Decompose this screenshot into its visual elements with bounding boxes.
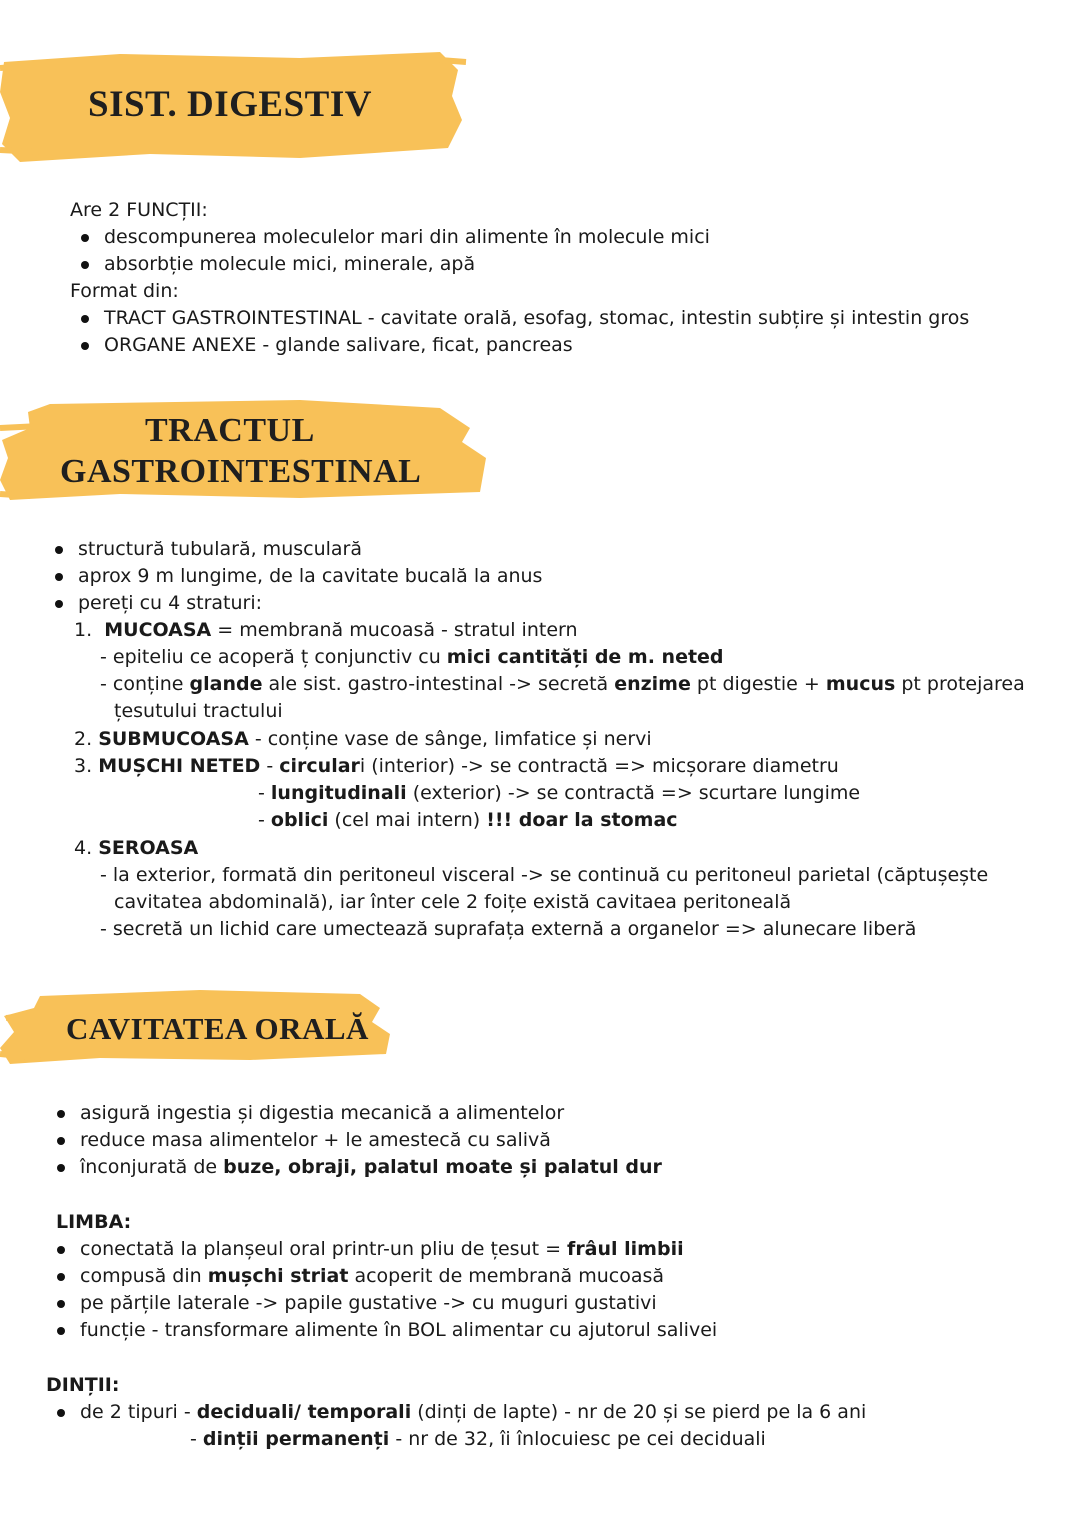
layer-smooth-muscle: 3. MUȘCHI NETED - circulari (interior) -> se contractă => micșorare diametru bbox=[74, 755, 839, 777]
list-item: descompunerea moleculelor mari din alimente în molecule mici bbox=[104, 224, 710, 251]
layer-mucosa: 1. MUCOASA = membrană mucoasă - stratul intern bbox=[74, 619, 578, 641]
section-banner-oral-cavity bbox=[0, 988, 400, 1068]
list-item: pe părțile laterale -> papile gustative -> cu muguri gustativi bbox=[80, 1290, 657, 1317]
layer-detail: - secretă un lichid care umectează suprafața externă a organelor => alunecare liberă bbox=[100, 918, 917, 940]
layer-detail: țesutului tractului bbox=[114, 700, 283, 722]
list-item: asigură ingestia și digestia mecanică a alimentelor bbox=[80, 1100, 564, 1127]
layer-detail: - oblici (cel mai intern) !!! doar la stomac bbox=[258, 809, 678, 831]
layer-serosa: 4. SEROASA bbox=[74, 837, 199, 859]
layer-submucosa: 2. SUBMUCOASA - conține vase de sânge, limfatice și nervi bbox=[74, 728, 652, 750]
list-item: funcție - transformare alimente în BOL alimentar cu ajutorul salivei bbox=[80, 1317, 717, 1344]
section-banner-gi-tract bbox=[0, 398, 490, 504]
list-item: ORGANE ANEXE - glande salivare, ficat, pancreas bbox=[104, 332, 573, 359]
section-banner-digestive bbox=[0, 48, 470, 166]
layer-detail: - la exterior, formată din peritoneul visceral -> se continuă cu peritoneul parietal (căptușește bbox=[100, 864, 989, 886]
layer-detail: - epiteliu ce acoperă ț conjunctiv cu mici cantități de m. neted bbox=[100, 646, 724, 668]
functions-label: Are 2 FUNCȚII: bbox=[70, 199, 208, 221]
list-item: TRACT GASTROINTESTINAL - cavitate orală, esofag, stomac, intestin subțire și intestin gros bbox=[104, 305, 969, 332]
list-item: reduce masa alimentelor + le amestecă cu salivă bbox=[80, 1127, 551, 1154]
section-title: CAVITATEA ORALĂ bbox=[66, 1011, 369, 1046]
list-item: înconjurată de buze, obraji, palatul moate și palatul dur bbox=[80, 1154, 662, 1181]
list-item: pereți cu 4 straturi: bbox=[78, 590, 262, 617]
list-item: aprox 9 m lungime, de la cavitate bucală la anus bbox=[78, 563, 542, 590]
layer-detail: - conține glande ale sist. gastro-intestinal -> secretă enzime pt digestie + mucus pt protejarea bbox=[100, 673, 1025, 695]
list-item-continuation: - dinții permanenți - nr de 32, îi înlocuiesc pe cei deciduali bbox=[190, 1428, 766, 1450]
layer-detail: - lungitudinali (exterior) -> se contractă => scurtare lungime bbox=[258, 782, 861, 804]
list-item: absorbție molecule mici, minerale, apă bbox=[104, 251, 475, 278]
list-item: compusă din mușchi striat acoperit de membrană mucoasă bbox=[80, 1263, 664, 1290]
list-item: conectată la planșeul oral printr-un pliu de țesut = frâul limbii bbox=[80, 1236, 684, 1263]
section-title: SIST. DIGESTIV bbox=[88, 84, 372, 125]
section-title-line2: GASTROINTESTINAL bbox=[60, 453, 422, 490]
layer-detail: cavitatea abdominală), iar înter cele 2 foițe există cavitaea peritoneală bbox=[114, 891, 792, 913]
teeth-label: DINȚII: bbox=[46, 1374, 120, 1396]
section-title-line1: TRACTUL bbox=[145, 412, 315, 449]
list-item: structură tubulară, musculară bbox=[78, 536, 362, 563]
made-of-label: Format din: bbox=[70, 280, 179, 302]
list-item: de 2 tipuri - deciduali/ temporali (dinți de lapte) - nr de 20 și se pierd pe la 6 ani bbox=[80, 1399, 866, 1426]
tongue-label: LIMBA: bbox=[56, 1211, 132, 1233]
